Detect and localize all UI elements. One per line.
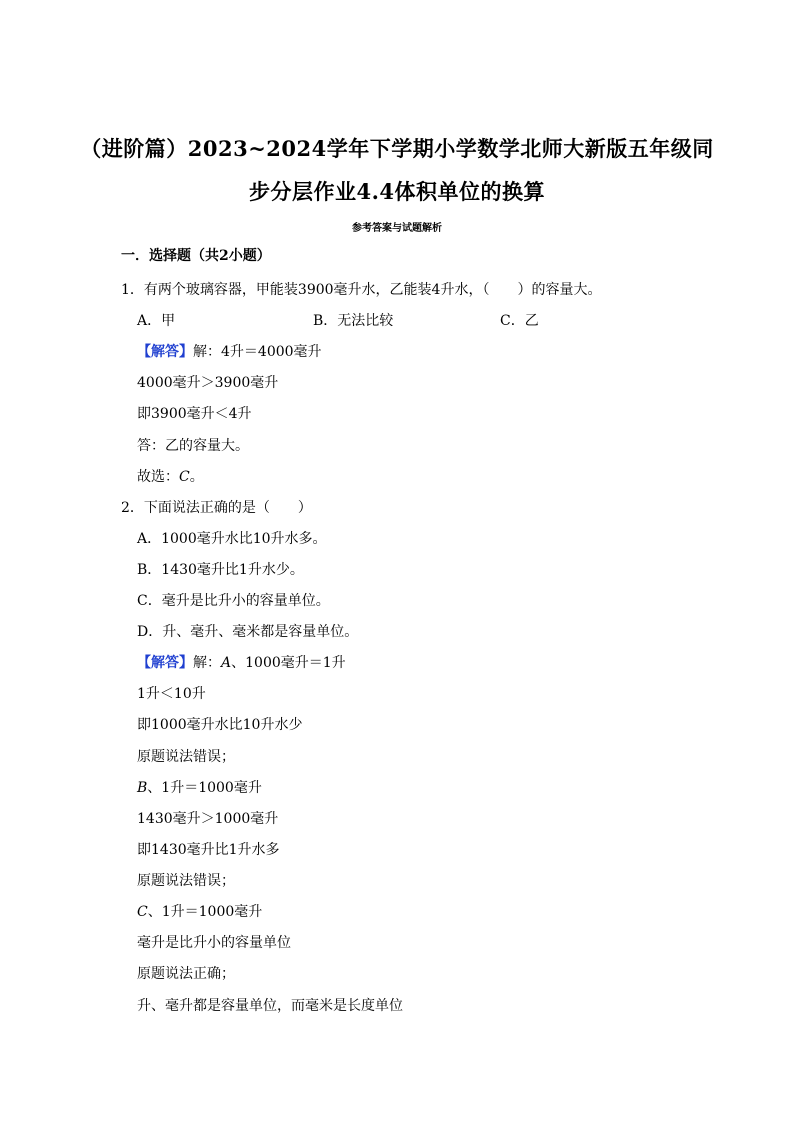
question-1-step-2: 即3900毫升＜4升 [137, 406, 252, 422]
page-subtitle: 参考答案与试题解析 [352, 223, 442, 234]
answer-text: 解：4升＝4000毫升 [193, 344, 322, 360]
question-2-option-a: A．1000毫升水比10升水多。 [137, 531, 327, 547]
question-2-c-heading [137, 902, 262, 922]
answer-letter-c: C [137, 904, 148, 920]
question-1-option-a: A．甲 [137, 313, 176, 329]
question-2-c-step-1: 毫升是比升小的容量单位 [137, 935, 291, 951]
question-1-step-3: 答：乙的容量大。 [137, 438, 249, 454]
answer-tag: 【解答】 [137, 344, 193, 360]
choice-suffix: 。 [189, 469, 204, 485]
b-rest: 、1升＝1000毫升 [147, 780, 262, 796]
question-2-c-step-3: 升、毫升都是容量单位，而毫米是长度单位 [137, 998, 403, 1014]
section-heading: 一．选择题（共2小题） [121, 248, 271, 264]
page-title-line-1: （进阶篇）2023~2024学年下学期小学数学北师大新版五年级同 [80, 136, 714, 161]
question-2-b-heading [137, 778, 262, 798]
question-2-a-step-2: 即1000毫升水比10升水少 [137, 717, 303, 733]
question-2-b-step-1: 1430毫升＞1000毫升 [137, 811, 279, 827]
question-1-choice [137, 467, 204, 487]
question-1-option-b: B．无法比较 [313, 313, 394, 329]
question-2-option-c: C．毫升是比升小的容量单位。 [137, 593, 330, 609]
c-rest: 、1升＝1000毫升 [147, 904, 263, 920]
answer-prefix: 解： [193, 655, 221, 671]
question-1-answer [137, 342, 322, 362]
choice-prefix: 故选： [137, 469, 179, 485]
answer-letter-b: B [137, 780, 148, 796]
answer-tag: 【解答】 [137, 655, 193, 671]
question-2-stem: 2．下面说法正确的是（ ） [121, 500, 312, 516]
answer-rest: 、1000毫升＝1升 [231, 655, 346, 671]
question-2-answer [137, 653, 346, 673]
question-1-step-1: 4000毫升＞3900毫升 [137, 375, 279, 391]
question-2-a-step-1: 1升＜10升 [137, 686, 206, 702]
question-1-option-c: C．乙 [500, 313, 539, 329]
question-2-option-d: D．升、毫升、毫米都是容量单位。 [137, 624, 359, 640]
question-2-b-step-3: 原题说法错误； [137, 873, 235, 889]
question-2-a-step-3: 原题说法错误； [137, 749, 235, 765]
page-title-line-2: 步分层作业4.4体积单位的换算 [248, 179, 546, 204]
question-1-stem: 1．有两个玻璃容器，甲能装3900毫升水，乙能装4升水，（ ）的容量大。 [121, 282, 602, 298]
answer-letter-a: A [221, 655, 232, 671]
choice-letter: C [179, 469, 190, 485]
question-2-option-b: B．1430毫升比1升水少。 [137, 562, 304, 578]
question-2-c-step-2: 原题说法正确； [137, 966, 235, 982]
question-2-b-step-2: 即1430毫升比1升水多 [137, 842, 280, 858]
